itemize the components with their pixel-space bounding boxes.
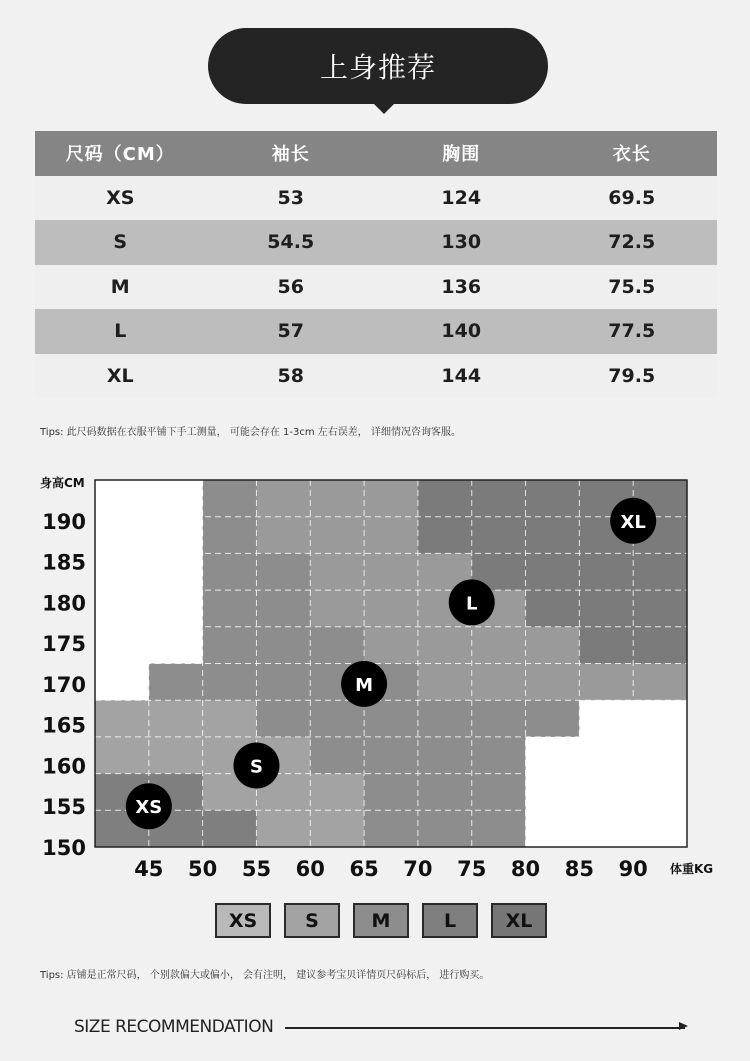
table-row: [35, 176, 717, 221]
heatmap-cell: [579, 590, 633, 627]
y-tick-label: 180: [42, 591, 86, 616]
table-row: [35, 220, 717, 265]
marker-label: XL: [620, 511, 646, 533]
heatmap-cell: [256, 627, 310, 664]
cell-sleeve: 58: [206, 354, 377, 399]
heatmap-cell: [364, 627, 418, 664]
cell-sleeve: 54.5: [206, 220, 377, 265]
heatmap-cell: [203, 590, 257, 627]
heatmap-cell: [95, 590, 149, 627]
heatmap-cell: [526, 553, 580, 590]
heatmap-cell: [633, 664, 687, 701]
cell-size: S: [35, 220, 206, 265]
heatmap-cell: [418, 517, 472, 554]
heatmap-cell: [472, 774, 526, 811]
cell-length: 72.5: [547, 220, 718, 265]
heatmap-cell: [472, 810, 526, 847]
x-tick-label: 50: [188, 857, 218, 881]
size-marker: [610, 498, 656, 544]
cell-chest: 140: [376, 309, 547, 354]
heatmap-cell: [364, 810, 418, 847]
x-axis-label: 体重KG: [670, 862, 714, 876]
legend-m: M: [353, 903, 409, 938]
heatmap-cell: [472, 480, 526, 517]
heatmap-cell: [256, 480, 310, 517]
x-tick-label: 45: [134, 857, 164, 881]
heatmap-cell: [472, 627, 526, 664]
size-marker: [126, 783, 172, 829]
heatmap-cell: [579, 553, 633, 590]
heatmap-cell: [418, 810, 472, 847]
heatmap-cell: [364, 590, 418, 627]
cell-size: XL: [35, 354, 206, 399]
heatmap-cell: [310, 480, 364, 517]
heatmap-cell: [310, 517, 364, 554]
heatmap-cell: [472, 737, 526, 774]
heatmap-cell: [364, 517, 418, 554]
y-tick-label: 165: [42, 713, 86, 738]
y-tick-label: 160: [42, 754, 86, 779]
cell-chest: 124: [376, 176, 547, 221]
heatmap-cell: [203, 810, 257, 847]
heatmap-cell: [203, 700, 257, 737]
header-length: 衣长: [547, 131, 718, 176]
heatmap-cell: [310, 774, 364, 811]
heatmap-cell: [256, 700, 310, 737]
heatmap-cell: [633, 590, 687, 627]
heatmap-cell: [526, 480, 580, 517]
x-tick-label: 70: [403, 857, 433, 881]
heatmap-cell: [203, 553, 257, 590]
heatmap-cell: [95, 517, 149, 554]
cell-size: XS: [35, 176, 206, 221]
heatmap-cell: [526, 517, 580, 554]
cell-chest: 130: [376, 220, 547, 265]
footer-line: [285, 1027, 685, 1029]
size-chart: [0, 460, 750, 890]
legend-l: L: [422, 903, 478, 938]
heatmap-cell: [579, 627, 633, 664]
cell-sleeve: 53: [206, 176, 377, 221]
heatmap-cell: [95, 737, 149, 774]
heatmap-cell: [256, 664, 310, 701]
marker-label: M: [355, 674, 374, 696]
heatmap-cell: [633, 737, 687, 774]
x-tick-label: 55: [241, 857, 272, 881]
footer-title: SIZE RECOMMENDATION: [74, 1017, 274, 1037]
cell-chest: 144: [376, 354, 547, 399]
y-tick-label: 155: [42, 795, 86, 820]
heatmap-cell: [149, 700, 203, 737]
heatmap-cell: [149, 590, 203, 627]
cell-length: 77.5: [547, 309, 718, 354]
heatmap-cell: [526, 627, 580, 664]
heatmap-cell: [472, 517, 526, 554]
store-tip: Tips: 店铺是正常尺码， 个别款偏大或偏小， 会有注明， 建议参考宝贝详情页尺码标后， 进行购买。: [40, 970, 490, 981]
heatmap-cell: [95, 627, 149, 664]
y-tick-label: 175: [42, 632, 86, 657]
heatmap-cell: [95, 700, 149, 737]
heatmap-cell: [633, 700, 687, 737]
heatmap-cell: [310, 590, 364, 627]
legend-xs: XS: [215, 903, 271, 938]
heatmap-cell: [364, 737, 418, 774]
heatmap-cell: [149, 553, 203, 590]
size-marker: [341, 661, 387, 707]
heatmap-cell: [418, 627, 472, 664]
y-tick-label: 190: [42, 509, 86, 534]
heatmap-cell: [633, 553, 687, 590]
cell-length: 69.5: [547, 176, 718, 221]
title-banner: [208, 28, 548, 104]
heatmap-cell: [256, 590, 310, 627]
legend-xl: XL: [491, 903, 547, 938]
cell-chest: 136: [376, 265, 547, 310]
heatmap-cell: [579, 737, 633, 774]
title-pointer: [370, 100, 398, 114]
table-row: [35, 265, 717, 310]
heatmap-cell: [310, 810, 364, 847]
cell-size: M: [35, 265, 206, 310]
marker-label: L: [465, 593, 478, 615]
size-table: [35, 131, 717, 398]
cell-sleeve: 57: [206, 309, 377, 354]
heatmap-cell: [526, 737, 580, 774]
heatmap-cell: [310, 737, 364, 774]
marker-label: XS: [135, 797, 163, 819]
y-tick-label: 170: [42, 672, 86, 697]
heatmap-cell: [364, 480, 418, 517]
heatmap-cell: [95, 480, 149, 517]
measurement-tip: Tips: 此尺码数据在衣服平铺下手工测量， 可能会存在 1-3cm 左右误差， 详细情况咨询客服。: [40, 427, 461, 438]
heatmap-cell: [472, 700, 526, 737]
arrow-right-icon: [679, 1022, 688, 1030]
heatmap-cell: [364, 553, 418, 590]
header-sleeve: 袖长: [206, 131, 377, 176]
y-axis-label: 身高CM: [40, 476, 85, 490]
heatmap-cell: [203, 627, 257, 664]
heatmap-cell: [633, 774, 687, 811]
heatmap-cell: [526, 590, 580, 627]
size-legend: [215, 903, 560, 938]
heatmap-cell: [149, 664, 203, 701]
size-marker: [233, 742, 279, 788]
heatmap-cell: [579, 810, 633, 847]
heatmap-cell: [149, 627, 203, 664]
heatmap-cell: [579, 700, 633, 737]
heatmap-cell: [633, 810, 687, 847]
heatmap-cell: [526, 774, 580, 811]
heatmap-cell: [579, 664, 633, 701]
heatmap-cell: [418, 700, 472, 737]
y-tick-label: 150: [42, 836, 86, 860]
header-chest: 胸围: [376, 131, 547, 176]
heatmap-cell: [472, 664, 526, 701]
heatmap-cell: [203, 480, 257, 517]
heatmap-cell: [149, 480, 203, 517]
y-tick-label: 185: [42, 550, 86, 575]
heatmap-cell: [95, 664, 149, 701]
marker-label: S: [249, 756, 263, 778]
heatmap-cell: [418, 737, 472, 774]
table-header-row: [35, 131, 717, 176]
heatmap-cell: [149, 737, 203, 774]
heatmap-cell: [418, 774, 472, 811]
x-tick-label: 65: [349, 857, 379, 881]
x-tick-label: 90: [618, 857, 648, 881]
heatmap-cell: [526, 664, 580, 701]
heatmap-cell: [364, 774, 418, 811]
table-row: [35, 354, 717, 399]
x-tick-label: 80: [510, 857, 541, 881]
page-title: 上身推荐: [208, 28, 548, 104]
heatmap-cell: [149, 517, 203, 554]
heatmap-cell: [95, 553, 149, 590]
header-size: 尺码（CM）: [35, 131, 206, 176]
x-tick-label: 75: [457, 857, 487, 881]
heatmap-cell: [633, 627, 687, 664]
heatmap-cell: [364, 700, 418, 737]
heatmap-cell: [256, 517, 310, 554]
x-tick-label: 60: [295, 857, 325, 881]
heatmap-cell: [203, 517, 257, 554]
heatmap-cell: [418, 664, 472, 701]
heatmap-cell: [526, 700, 580, 737]
size-marker: [449, 579, 495, 625]
heatmap-cell: [310, 627, 364, 664]
cell-size: L: [35, 309, 206, 354]
heatmap-cell: [418, 480, 472, 517]
heatmap-cell: [256, 553, 310, 590]
heatmap-cell: [203, 664, 257, 701]
cell-length: 75.5: [547, 265, 718, 310]
x-tick-label: 85: [564, 857, 594, 881]
heatmap-cell: [256, 810, 310, 847]
heatmap-cell: [310, 700, 364, 737]
table-row: [35, 309, 717, 354]
heatmap-cell: [526, 810, 580, 847]
cell-length: 79.5: [547, 354, 718, 399]
legend-s: S: [284, 903, 340, 938]
heatmap-cell: [310, 553, 364, 590]
heatmap-cell: [579, 774, 633, 811]
cell-sleeve: 56: [206, 265, 377, 310]
